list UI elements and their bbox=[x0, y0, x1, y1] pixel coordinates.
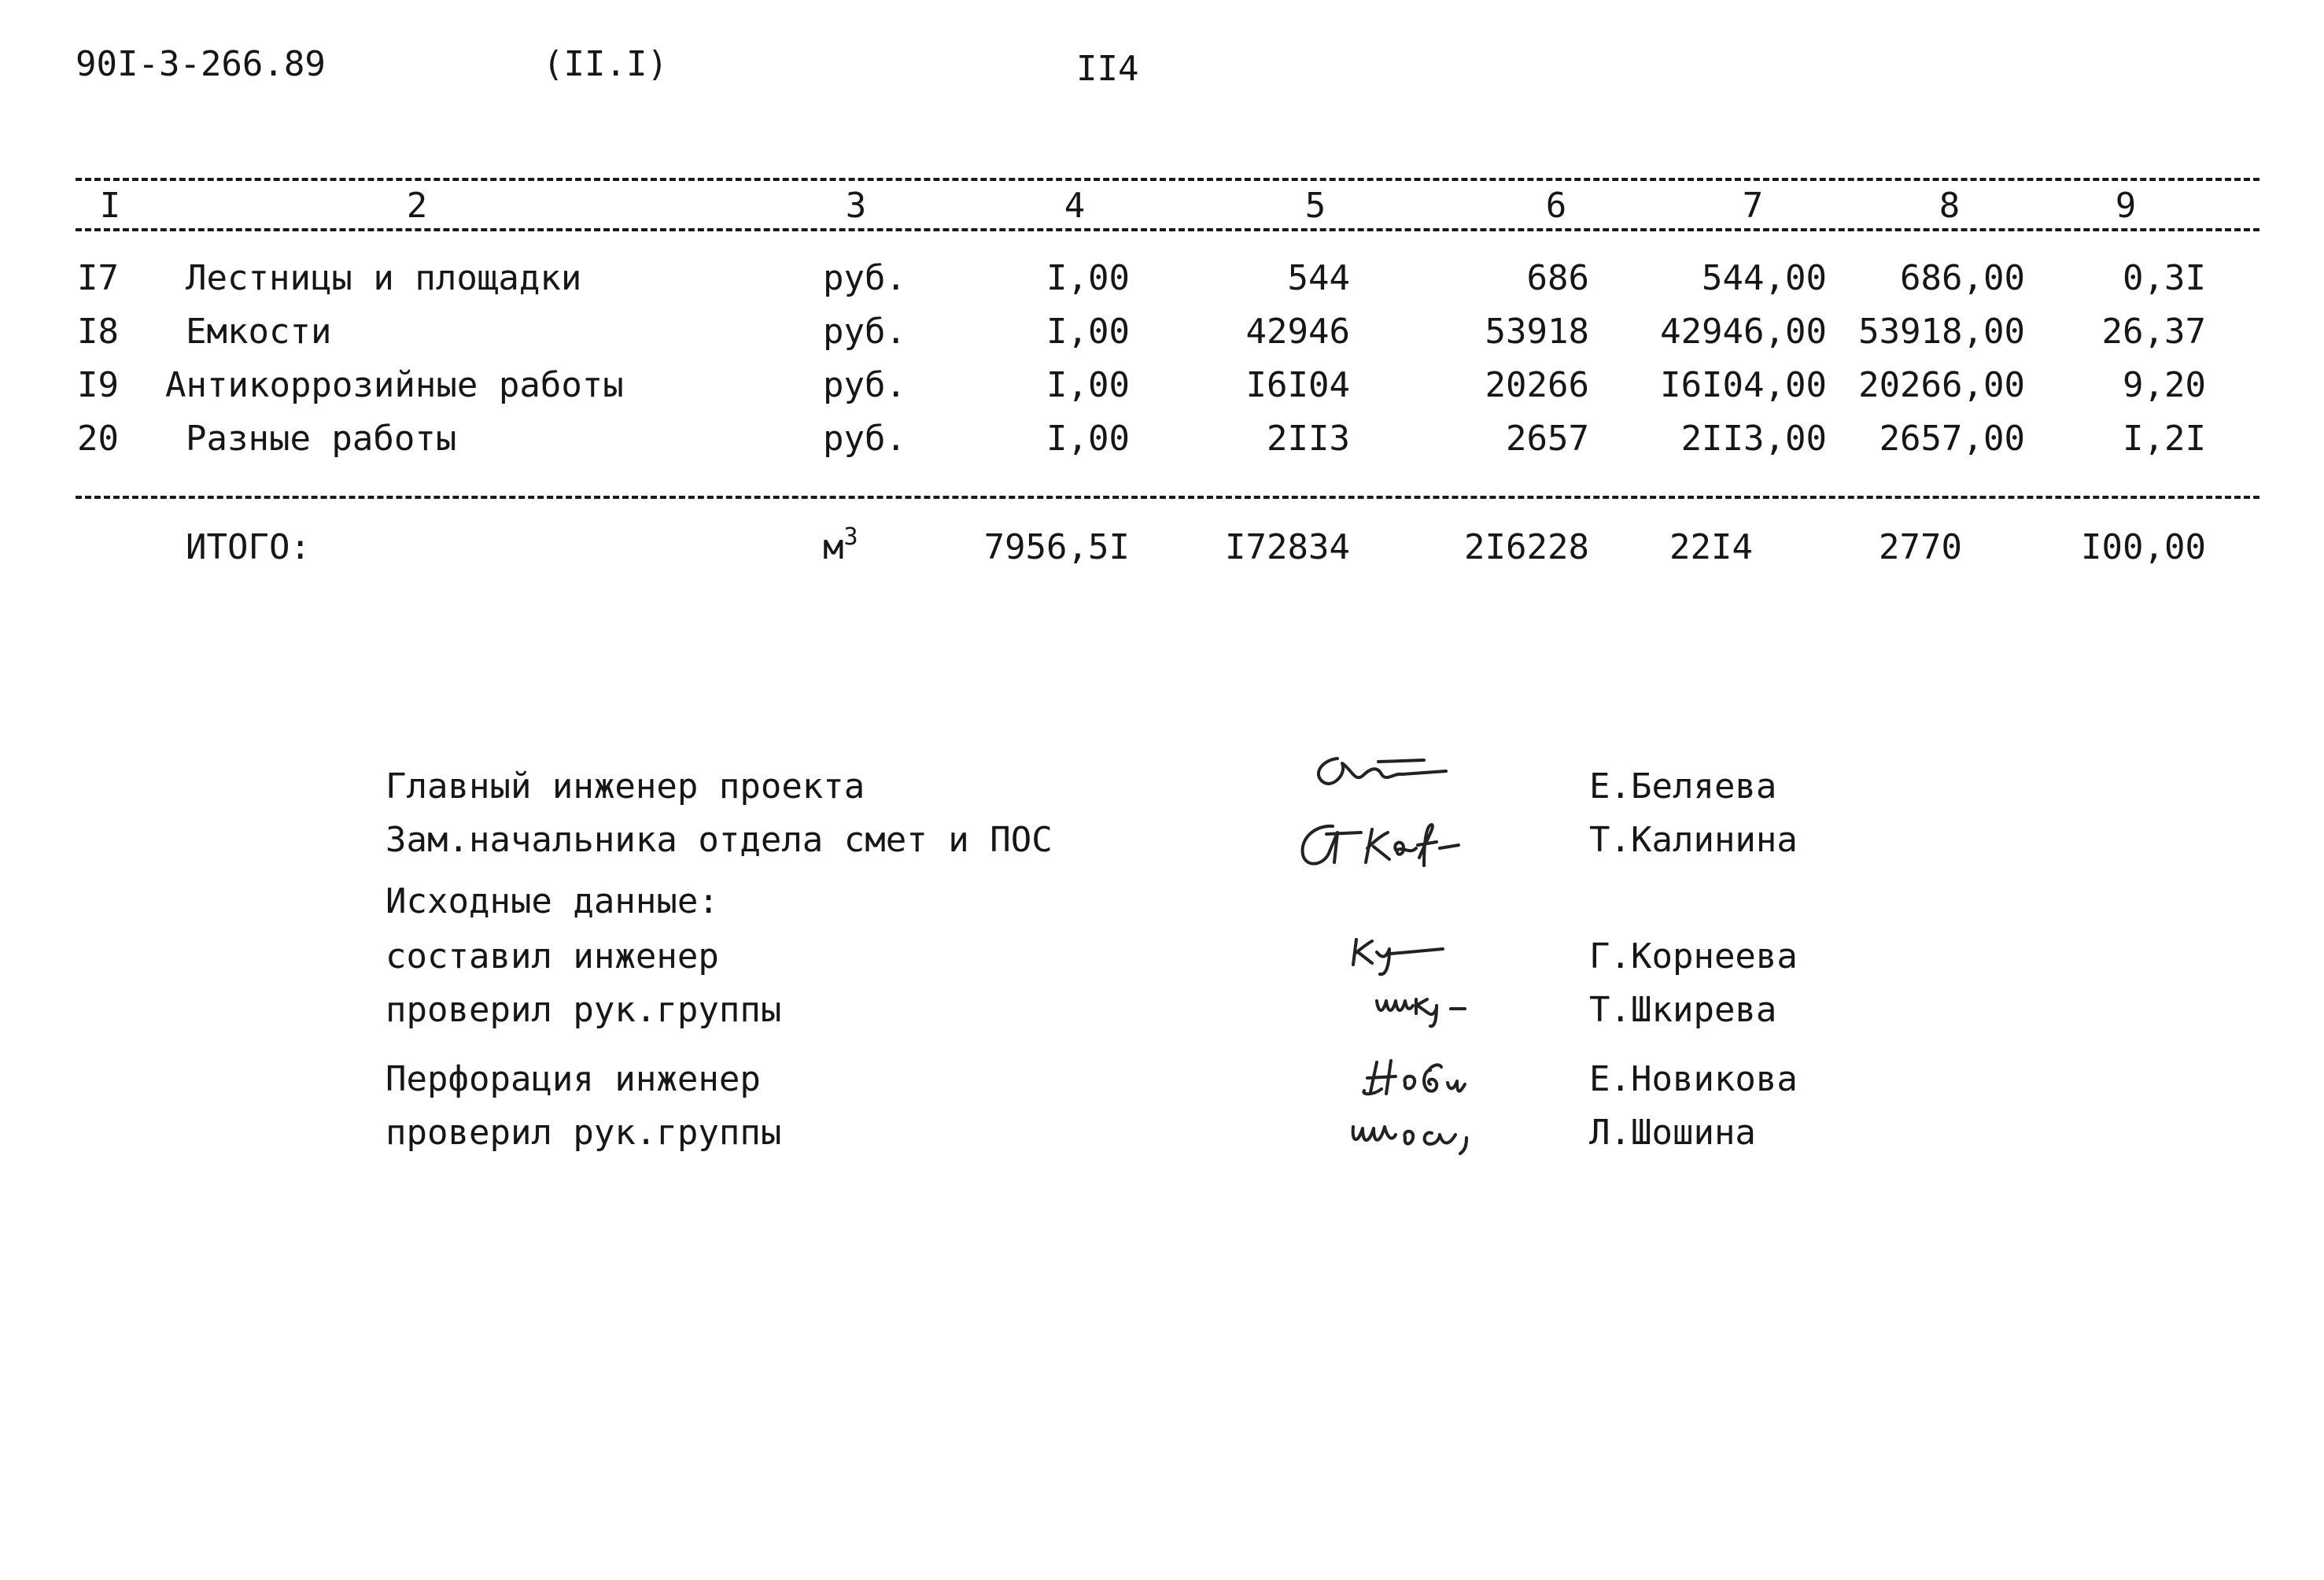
row-unit: руб. bbox=[823, 258, 906, 298]
role-deputy-head: Зам.начальника отдела смет и ПОС bbox=[385, 820, 1053, 860]
unit-exponent: 3 bbox=[843, 523, 858, 551]
total-col5: I72834 bbox=[1225, 527, 1350, 567]
role-perforation: Перфорация инженер bbox=[385, 1059, 761, 1099]
row-unit: руб. bbox=[823, 419, 906, 459]
column-number: I bbox=[99, 186, 121, 226]
row-name: Лестницы и площадки bbox=[186, 258, 582, 298]
role-chief-engineer: Главный инженер проекта bbox=[385, 766, 865, 807]
signature-chief-engineer bbox=[1306, 744, 1471, 799]
row-col8: 20266,00 bbox=[1858, 365, 2025, 405]
total-col6: 2I6228 bbox=[1464, 527, 1589, 567]
role-compiled: составил инженер bbox=[385, 936, 719, 976]
document-code: 90I-3-266.89 bbox=[76, 44, 326, 84]
row-col7: 544,00 bbox=[1702, 258, 1827, 298]
column-number: 7 bbox=[1742, 186, 1764, 226]
total-unit: $м^3$ bbox=[823, 523, 858, 567]
total-col9: I00,00 bbox=[2081, 527, 2206, 567]
signature-compiled bbox=[1345, 925, 1463, 980]
row-col4: I,00 bbox=[1046, 312, 1130, 352]
name-compiled: Г.Корнеева bbox=[1589, 936, 1798, 976]
row-col5: 2II3 bbox=[1267, 419, 1350, 459]
name-checked-2: Л.Шошина bbox=[1589, 1113, 1756, 1153]
column-number: 5 bbox=[1304, 186, 1326, 226]
row-number: 20 bbox=[77, 419, 119, 459]
row-col5: I6I04 bbox=[1245, 365, 1350, 405]
row-col7: 42946,00 bbox=[1660, 312, 1827, 352]
role-checked-1: проверил рук.группы bbox=[385, 990, 782, 1030]
signature-checked-1 bbox=[1369, 979, 1503, 1034]
name-perforation: Е.Новикова bbox=[1589, 1059, 1798, 1099]
total-col8: 2770 bbox=[1879, 527, 1962, 567]
row-col9: 26,37 bbox=[2101, 312, 2206, 352]
row-col7: I6I04,00 bbox=[1660, 365, 1827, 405]
column-number: 3 bbox=[845, 186, 867, 226]
row-col8: 2657,00 bbox=[1879, 419, 2025, 459]
column-number: 4 bbox=[1064, 186, 1086, 226]
row-col6: 2657 bbox=[1506, 419, 1589, 459]
signature-perforation bbox=[1358, 1047, 1507, 1109]
row-col6: 686 bbox=[1526, 258, 1589, 298]
row-col4: I,00 bbox=[1046, 258, 1130, 298]
row-col7: 2II3,00 bbox=[1680, 419, 1827, 459]
row-unit: руб. bbox=[823, 312, 906, 352]
row-col5: 544 bbox=[1287, 258, 1350, 298]
section-number: (II.I) bbox=[543, 44, 668, 84]
table-top-rule bbox=[76, 178, 2259, 181]
name-deputy-head: Т.Калинина bbox=[1589, 820, 1798, 860]
row-name: Разные работы bbox=[186, 419, 457, 459]
column-number: 6 bbox=[1545, 186, 1567, 226]
role-checked-2: проверил рук.группы bbox=[385, 1113, 782, 1153]
row-name: Емкости bbox=[186, 312, 332, 352]
row-number: I7 bbox=[77, 258, 119, 298]
row-col6: 53918 bbox=[1485, 312, 1589, 352]
row-number: I9 bbox=[77, 365, 119, 405]
row-unit: руб. bbox=[823, 365, 906, 405]
column-number: 9 bbox=[2115, 186, 2137, 226]
total-rule bbox=[76, 496, 2259, 499]
row-col4: I,00 bbox=[1046, 419, 1130, 459]
table-header-rule bbox=[76, 228, 2259, 231]
column-number: 2 bbox=[406, 186, 428, 226]
row-col8: 686,00 bbox=[1900, 258, 2025, 298]
column-number: 8 bbox=[1939, 186, 1961, 226]
row-col9: 9,20 bbox=[2123, 365, 2206, 405]
row-col9: 0,3I bbox=[2123, 258, 2206, 298]
row-col9: I,2I bbox=[2123, 419, 2206, 459]
row-col5: 42946 bbox=[1245, 312, 1350, 352]
signature-deputy-head bbox=[1286, 810, 1498, 881]
total-col7: 22I4 bbox=[1669, 527, 1753, 567]
total-col4: 7956,5I bbox=[983, 527, 1130, 567]
name-checked-1: Т.Шкирева bbox=[1589, 990, 1777, 1030]
total-label: ИТОГО: bbox=[186, 527, 311, 567]
row-col4: I,00 bbox=[1046, 365, 1130, 405]
signature-checked-2 bbox=[1342, 1103, 1515, 1166]
row-number: I8 bbox=[77, 312, 119, 352]
row-col8: 53918,00 bbox=[1858, 312, 2025, 352]
source-data-heading: Исходные данные: bbox=[385, 881, 719, 921]
row-col6: 20266 bbox=[1485, 365, 1589, 405]
name-chief-engineer: Е.Беляева bbox=[1589, 766, 1777, 807]
row-name: Антикоррозийные работы bbox=[165, 365, 624, 405]
page-number: II4 bbox=[1076, 49, 1139, 89]
